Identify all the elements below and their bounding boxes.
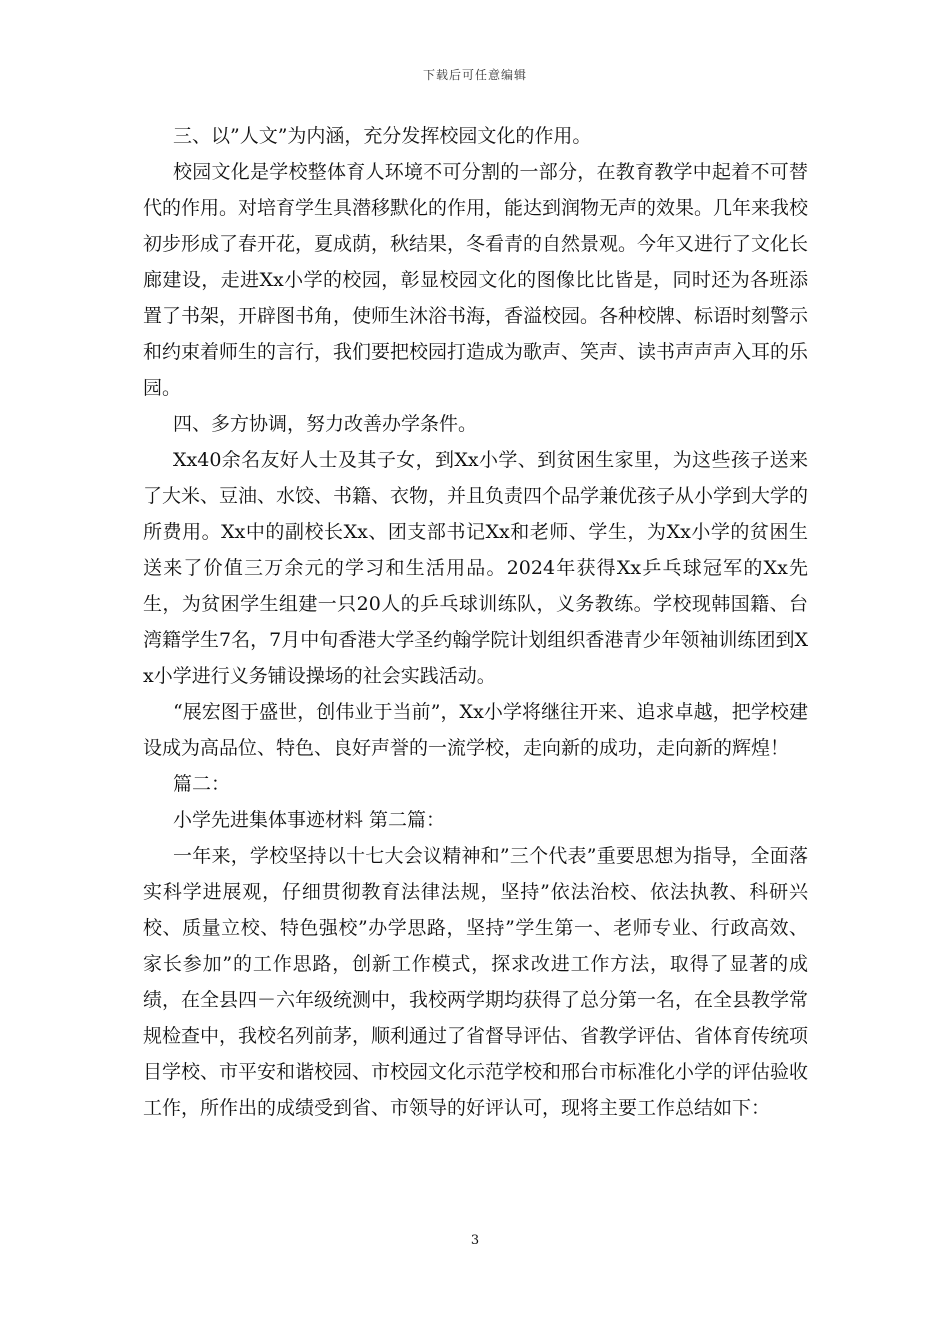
paragraph-conditions: Xx40余名友好人士及其子女，到Xx小学、到贫困生家里，为这些孩子送来了大米、豆油、水饺、书籍、衣物，并且负责四个品学兼优孩子从小学到大学的所费用。Xx中的副校长Xx、团支部书记Xx和老师、学生，为Xx小学的贫困生送来了价值三万余元的学习和生活用品。2024年获得Xx乒乓球冠军的Xx先生，为贫困学生组建一只20人的乒乓球训练队，义务教练。学校现韩国籍、台湾籍学生7名，7月中旬香港大学圣约翰学院计划组织香港青少年领袖训练团到Xx小学进行义务铺设操场的社会实践活动。	[143, 449, 809, 687]
document-body	[143, 118, 808, 1126]
chapter-title: 小学先进集体事迹材料 第二篇：	[173, 809, 446, 831]
paragraph-summary: 一年来，学校坚持以十七大会议精神和”三个代表”重要思想为指导，全面落实科学进展观，仔细贯彻教育法律法规，坚持”依法治校、依法执教、科研兴校、质量立校、特色强校”办学思路，坚持”学生第一、老师专业、行政高效、家长参加”的工作思路，创新工作模式，探求改进工作方法，取得了显著的成绩，在全县四－六年级统测中，我校两学期均获得了总分第一名，在全县教学常规检查中，我校名列前茅，顺利通过了省督导评估、省教学评估、省体育传统项目学校、市平安和谐校园、市校园文化示范学校和邢台市标准化小学的评估验收工作，所作出的成绩受到省、市领导的好评认可，现将主要工作总结如下：	[143, 845, 809, 1119]
section-heading-3: 三、以”人文”为内涵，充分发挥校园文化的作用。	[173, 125, 592, 147]
paragraph-conclusion: “展宏图于盛世，创伟业于当前”，Xx小学将继往开来、追求卓越，把学校建设成为高品位、特色、良好声誉的一流学校，走向新的成功，走向新的辉煌！	[143, 701, 808, 759]
paragraph-campus-culture: 校园文化是学校整体育人环境不可分割的一部分，在教育教学中起着不可替代的作用。对培育学生具潜移默化的作用，能达到润物无声的效果。几年来我校初步形成了春开花，夏成荫，秋结果，冬看青的自然景观。今年又进行了文化长廊建设，走进Xx小学的校园，彰显校园文化的图像比比皆是，同时还为各班添置了书架，开辟图书角，使师生沐浴书海，香溢校园。各种校牌、标语时刻警示和约束着师生的言行，我们要把校园打造成为歌声、笑声、读书声声声入耳的乐园。	[143, 161, 809, 399]
page-number: 3	[470, 1233, 480, 1248]
chapter-label: 篇二：	[173, 773, 231, 795]
section-heading-4: 四、多方协调，努力改善办学条件。	[173, 413, 478, 435]
page-header: 下载后可任意编辑	[422, 68, 527, 82]
